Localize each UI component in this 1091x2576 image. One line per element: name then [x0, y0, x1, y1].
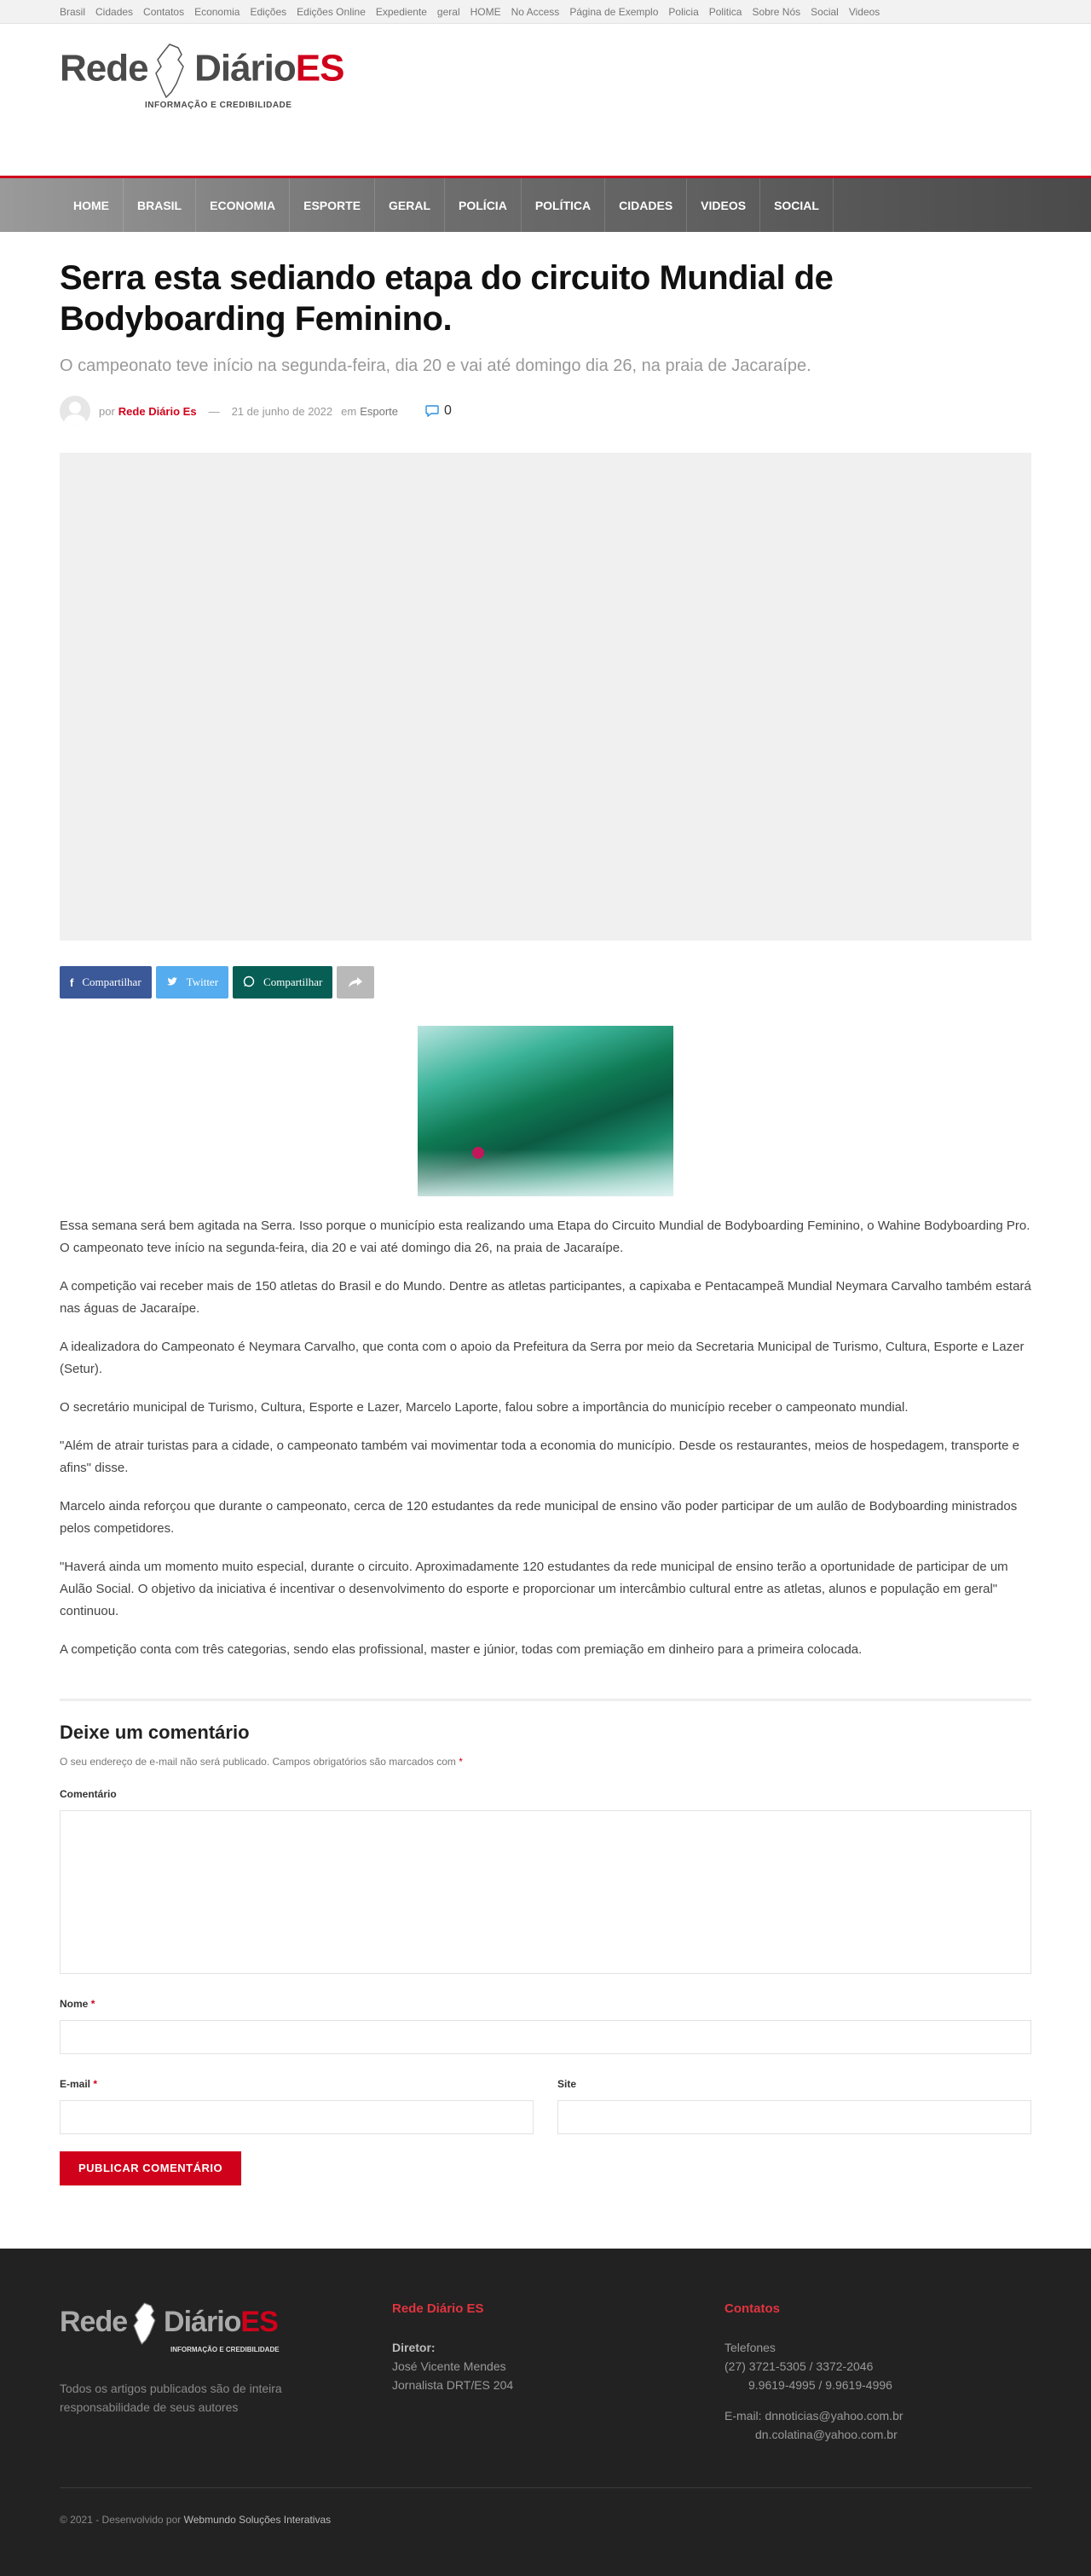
footer-logo[interactable]	[60, 2301, 392, 2353]
top-link-geral[interactable]: geral	[436, 6, 460, 18]
nav-item-social[interactable]: SOCIAL	[760, 178, 834, 232]
footer-company-title: Rede Diário ES	[392, 2301, 484, 2316]
footer-logo-wordmark	[60, 2301, 392, 2346]
main-nav	[0, 176, 1091, 232]
footer-logo-rede: Rede	[60, 2305, 128, 2338]
phones-label: Telefones	[724, 2341, 776, 2354]
author-avatar[interactable]	[60, 396, 90, 426]
share-bar	[60, 966, 1031, 999]
nav-item-videos[interactable]: VIDEOS	[687, 178, 760, 232]
comment-note-text: O seu endereço de e-mail não será publicado. Campos obrigatórios são marcados com	[60, 1756, 456, 1768]
footer-map-icon	[131, 2301, 160, 2346]
footer-company-column	[392, 2301, 724, 2444]
site-footer	[0, 2249, 1091, 2576]
article-photo-bodyboard-wave	[418, 1026, 673, 1196]
nav-item-politica[interactable]: POLÍTICA	[522, 178, 605, 232]
share-whatsapp-button[interactable]	[233, 966, 332, 999]
article-meta	[60, 395, 1031, 427]
footer-bottom	[60, 2487, 1031, 2526]
email-line-2[interactable]: dn.colatina@yahoo.com.br	[755, 2428, 898, 2441]
developer-link[interactable]: Webmundo Soluções Interativas	[183, 2514, 332, 2526]
meta-dash: —	[208, 404, 220, 418]
name-label-wrap	[60, 1998, 1031, 2010]
share-whatsapp-label: Compartilhar	[263, 975, 323, 988]
required-mark: *	[459, 1756, 463, 1768]
comment-form-note	[60, 1756, 1031, 1768]
by-label: por	[99, 404, 115, 418]
director-reg: Jornalista DRT/ES 204	[392, 2378, 514, 2392]
comment-form-title: Deixe um comentário	[60, 1722, 250, 1743]
name-input[interactable]	[60, 2020, 1031, 2054]
top-link-edicoes[interactable]: Edições	[250, 6, 287, 18]
article-date: 21 de junho de 2022	[231, 404, 333, 418]
article-title: Serra esta sediando etapa do circuito Mundial de Bodyboarding Feminino.	[60, 259, 834, 338]
phone-line-1: (27) 3721-5305 / 3372-2046	[724, 2359, 874, 2373]
comment-label: Comentário	[60, 1788, 117, 1800]
top-bar	[0, 0, 1091, 24]
nav-item-esporte[interactable]: ESPORTE	[290, 178, 375, 232]
email-label: E-mail	[60, 2078, 91, 2090]
comment-textarea[interactable]	[60, 1810, 1031, 1974]
logo-tagline: INFORMAÇÃO E CREDIBILIDADE	[145, 101, 292, 110]
top-link-cidades[interactable]: Cidades	[95, 6, 134, 18]
copyright-text: © 2021 - Desenvolvido por	[60, 2514, 182, 2526]
top-bar-links	[60, 0, 1031, 24]
top-link-expediente[interactable]: Expediente	[375, 6, 427, 18]
site-input[interactable]	[557, 2100, 1031, 2134]
facebook-icon: f	[70, 975, 74, 989]
logo-word-diario: Diário	[194, 47, 296, 90]
email-label-wrap	[60, 2078, 534, 2090]
share-more-button[interactable]	[337, 966, 374, 999]
nav-item-cidades[interactable]: CIDADES	[605, 178, 687, 232]
email-input[interactable]	[60, 2100, 534, 2134]
photo-surfer	[472, 1147, 484, 1159]
ad-placeholder	[60, 453, 1031, 941]
phone-line-2: 9.9619-4995 / 9.9619-4996	[748, 2378, 892, 2392]
category-link[interactable]: Esporte	[360, 404, 398, 418]
footer-about-text: Todos os artigos publicados são de inteira responsabilidade de seus autores	[60, 2382, 282, 2414]
top-link-pagina-exemplo[interactable]: Página de Exemplo	[569, 6, 659, 18]
author-link[interactable]: Rede Diário Es	[118, 404, 197, 418]
comment-count: 0	[444, 403, 452, 418]
submit-comment-button[interactable]: PUBLICAR COMENTÁRIO	[60, 2151, 241, 2185]
article-paragraph: O secretário municipal de Turismo, Cultura, Esporte e Lazer, Marcelo Laporte, falou sobre a importância do município receber o campeonato mundial.	[60, 1400, 909, 1415]
top-link-home[interactable]: HOME	[470, 6, 501, 18]
twitter-icon	[166, 976, 178, 989]
name-label: Nome	[60, 1998, 89, 2010]
nav-item-home[interactable]: HOME	[60, 178, 124, 232]
article-paragraph: A competição vai receber mais de 150 atletas do Brasil e do Mundo. Dentre as atletas participantes, a capixaba e Pentacampeã Mundial Neymara Carvalho também estará nas águas de Jacaraípe.	[60, 1279, 1031, 1316]
director-label: Diretor:	[392, 2341, 436, 2354]
in-label: em	[341, 404, 357, 418]
photo-wave-foam	[418, 1149, 673, 1196]
footer-contacts-title: Contatos	[724, 2301, 780, 2316]
top-link-brasil[interactable]: Brasil	[60, 6, 86, 18]
article-paragraph: "Haverá ainda um momento muito especial, durante o circuito. Aproximadamente 120 estudantes da rede municipal de ensino terão a oportunidade de participar de um Aulão Social. O objetivo da iniciativa é incentivar o desenvolvimento do esporte e proporcionar um intercâmbio cultural entre as atletas, alunos e população em geral" continuou.	[60, 1560, 1008, 1618]
footer-logo-diario: Diário	[164, 2305, 241, 2338]
comments-link[interactable]	[425, 403, 452, 419]
name-required-mark: *	[90, 1998, 95, 2010]
top-link-policia[interactable]: Policia	[668, 6, 699, 18]
article-paragraph: Marcelo ainda reforçou que durante o campeonato, cerca de 120 estudantes da rede municipal de ensino vão poder participar de um aulão de Bodyboarding ministrados pelos competidores.	[60, 1499, 1018, 1536]
share-facebook-button[interactable]	[60, 966, 152, 999]
share-facebook-label: Compartilhar	[82, 975, 141, 988]
top-link-contatos[interactable]: Contatos	[143, 6, 185, 18]
footer-logo-tagline: INFORMAÇÃO E CREDIBILIDADE	[170, 2346, 280, 2353]
top-link-no-access[interactable]: No Access	[511, 6, 560, 18]
article-paragraph: "Além de atrair turistas para a cidade, o campeonato também vai movimentar toda a economia do município. Desde os restaurantes, meios de hospedagem, transporte e afins" disse.	[60, 1439, 1019, 1475]
article-paragraph: A idealizadora do Campeonato é Neymara Carvalho, que conta com o apoio da Prefeitura da Serra por meio da Secretaria Municipal de Turismo, Cultura, Esporte e Lazer (Setur).	[60, 1340, 1025, 1376]
logo-wordmark	[60, 43, 1031, 99]
article-subtitle: O campeonato teve início na segunda-feira, dia 20 e vai até domingo dia 26, na praia de Jacaraípe.	[60, 356, 811, 375]
logo-word-rede: Rede	[60, 47, 148, 90]
email-line-1[interactable]: E-mail: dnnoticias@yahoo.com.br	[724, 2409, 903, 2423]
nav-item-brasil[interactable]: BRASIL	[124, 178, 196, 232]
comments-divider	[60, 1699, 1031, 1701]
share-twitter-label: Twitter	[186, 975, 219, 988]
espirito-santo-map-icon	[153, 43, 190, 99]
top-link-economia[interactable]: Economia	[194, 6, 240, 18]
article-container	[60, 258, 1031, 2185]
top-link-politica[interactable]: Politica	[708, 6, 742, 18]
article-paragraph: Essa semana será bem agitada na Serra. Isso porque o município esta realizando uma Etapa do Circuito Mundial de Bodyboarding Feminino, o Wahine Bodyboarding Pro. O campeonato teve início na segunda-feira, dia 20 e vai até domingo dia 26, na praia de Jacaraípe.	[60, 1219, 1030, 1255]
site-header	[0, 24, 1091, 176]
logo-word-es: ES	[295, 47, 344, 90]
comment-form	[60, 1722, 1031, 2185]
footer-about-column	[60, 2301, 392, 2444]
article-paragraph: A competição conta com três categorias, sendo elas profissional, master e júnior, todas com premiação em dinheiro para a primeira colocada.	[60, 1642, 863, 1657]
top-link-social[interactable]: Social	[811, 6, 839, 18]
director-name: José Vicente Mendes	[392, 2359, 506, 2373]
share-twitter-button[interactable]	[156, 966, 228, 999]
nav-item-economia[interactable]: ECONOMIA	[196, 178, 290, 232]
site-label: Site	[557, 2078, 577, 2090]
nav-item-policia[interactable]: POLÍCIA	[445, 178, 522, 232]
top-link-sobre-nos[interactable]: Sobre Nós	[752, 6, 801, 18]
top-link-videos[interactable]: Videos	[848, 6, 880, 18]
comment-bubble-icon	[425, 405, 439, 417]
site-logo[interactable]	[60, 43, 1031, 110]
footer-contacts-column	[724, 2301, 1031, 2444]
share-arrow-icon	[348, 976, 363, 988]
footer-logo-es: ES	[240, 2305, 278, 2338]
email-required-mark: *	[93, 2078, 98, 2090]
top-link-edicoes-online[interactable]: Edições Online	[297, 6, 366, 18]
nav-item-geral[interactable]: GERAL	[375, 178, 445, 232]
article-body	[60, 1215, 1031, 1661]
whatsapp-icon	[243, 975, 255, 990]
